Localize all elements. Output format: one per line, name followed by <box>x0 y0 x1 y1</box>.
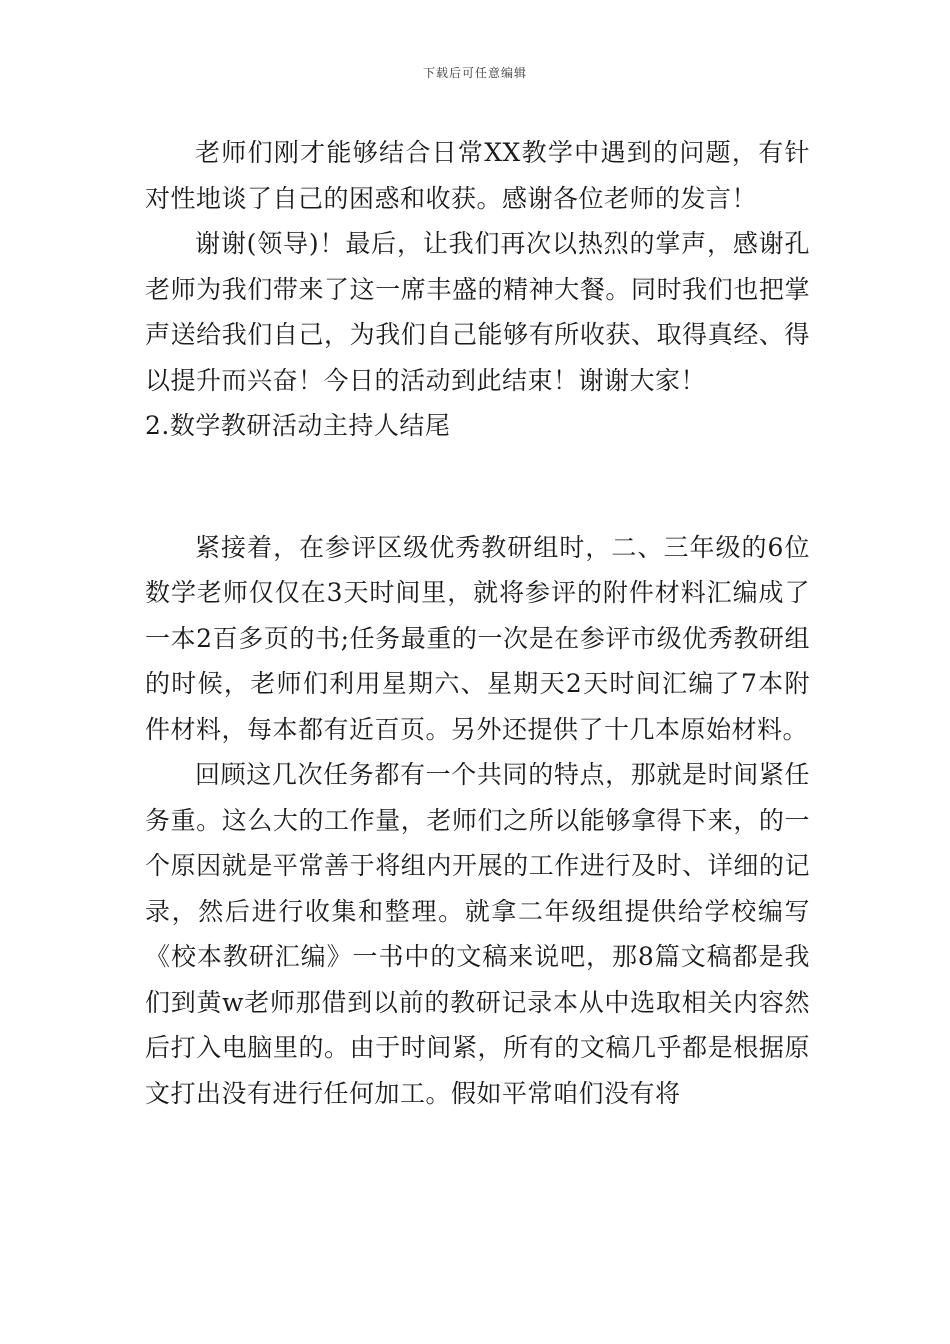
section-heading: 2.数学教研活动主持人结尾 <box>145 411 451 440</box>
paragraph-review-tasks: 回顾这几次任务都有一个共同的特点，那就是时间紧任务重。这么大的工作量，老师们之所以能够拿得下来，的一个原因就是平常善于将组内开展的工作进行及时、详细的记录，然后进行收集和整理。就拿二年级组提供给学校编写《校本教研汇编》一书中的文稿来说吧，那8篇文稿都是我们到黄w老师那借到以前的教研记录本从中选取相关内容然后打入电脑里的。由于时间紧，所有的文稿几乎都是根据原文打出没有进行任何加工。假如平常咱们没有将 <box>145 760 810 1108</box>
page-header: 下载后可任意编辑 <box>422 66 527 80</box>
document-body <box>145 130 810 1116</box>
paragraph-teacher-thanks: 老师们刚才能够结合日常XX教学中遇到的问题，有针对性地谈了自己的困惑和收获。感谢各位老师的发言！ <box>145 138 810 213</box>
section-gap <box>145 449 810 525</box>
paragraph-closing-remarks: 谢谢(领导)！最后，让我们再次以热烈的掌声，感谢孔老师为我们带来了这一席丰盛的精神大餐。同时我们也把掌声送给我们自己，为我们自己能够有所收获、取得真经、得以提升而兴奋！今日的活动到此结束！谢谢大家！ <box>145 229 810 395</box>
paragraph-evaluation-tasks: 紧接着，在参评区级优秀教研组时，二、三年级的6位数学老师仅仅在3天时间里，就将参评的附件材料汇编成了一本2百多页的书;任务最重的一次是在参评市级优秀教研组的时候，老师们利用星期六、星期天2天时间汇编了7本附件材料，每本都有近百页。另外还提供了十几本原始材料。 <box>145 532 810 744</box>
